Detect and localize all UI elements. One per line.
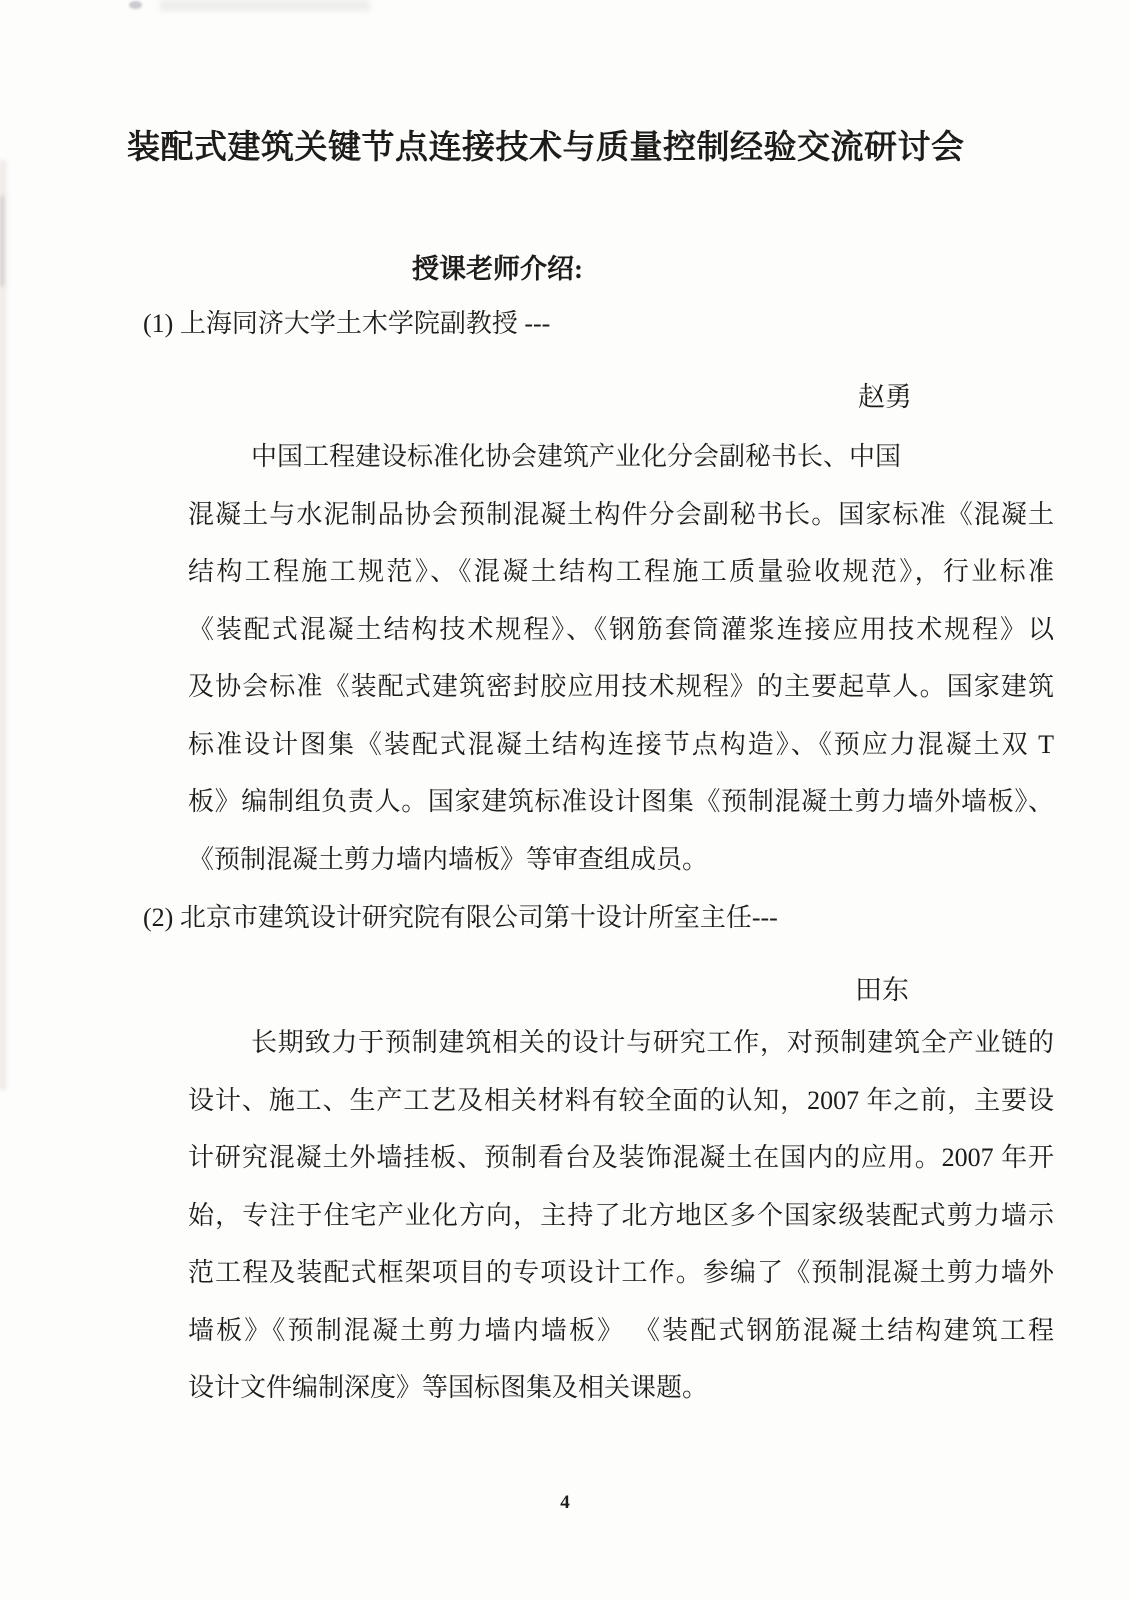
bio-line: 墙板》《预制混凝土剪力墙内墙板》 《装配式钢筋混凝土结构建筑工程	[188, 1315, 1054, 1345]
bio-line: 结构工程施工规范》、《混凝土结构工程施工质量验收规范》，行业标准	[188, 557, 1054, 586]
teacher-2-name: 田东	[855, 975, 909, 1005]
bio-line: 《装配式混凝土结构技术规程》、《钢筋套筒灌浆连接应用技术规程》以	[188, 614, 1054, 644]
scan-smudge-top	[160, 0, 370, 11]
document-title: 装配式建筑关键节点连接技术与质量控制经验交流研讨会	[127, 130, 965, 166]
bio-line: 始，专注于住宅产业化方向，主持了北方地区多个国家级装配式剪力墙示	[188, 1200, 1054, 1230]
bio-line: 设计文件编制深度》等国标图集及相关课题。	[188, 1373, 709, 1402]
page-number: 4	[560, 1492, 570, 1513]
bio-line: 范工程及装配式框架项目的专项设计工作。参编了《预制混凝土剪力墙外	[188, 1258, 1054, 1287]
bio-line: 混凝土与水泥制品协会预制混凝土构件分会副秘书长。国家标准《混凝土	[188, 499, 1054, 529]
scan-streak-left-edge	[0, 160, 9, 1090]
teacher-1-heading: (1) 上海同济大学土木学院副教授 ---	[143, 309, 551, 338]
teacher-2-heading: (2) 北京市建筑设计研究院有限公司第十设计所室主任---	[143, 903, 778, 932]
bio-line: 及协会标准《装配式建筑密封胶应用技术规程》的主要起草人。国家建筑	[188, 672, 1054, 701]
teacher-1-bio	[188, 428, 1054, 888]
bio-line: 标准设计图集《装配式混凝土结构连接节点构造》、《预应力混凝土双 T	[188, 729, 1054, 759]
bio-line: 中国工程建设标准化协会建筑产业化分会副秘书长、中国	[251, 442, 902, 471]
bio-line: 《预制混凝土剪力墙内墙板》等审查组成员。	[188, 844, 709, 874]
bio-line: 板》编制组负责人。国家建筑标准设计图集《预制混凝土剪力墙外墙板》、	[188, 787, 1054, 816]
scan-streak-left-edge-dark	[0, 196, 4, 286]
scan-dot-top-left	[129, 1, 142, 9]
bio-line: 设计、施工、生产工艺及相关材料有较全面的认知，2007 年之前，主要设	[188, 1085, 1054, 1115]
bio-line: 计研究混凝土外墙挂板、预制看台及装饰混凝土在国内的应用。2007 年开	[188, 1143, 1054, 1172]
teacher-1-name: 赵勇	[858, 382, 912, 412]
section-subtitle: 授课老师介绍:	[412, 254, 583, 284]
bio-line: 长期致力于预制建筑相关的设计与研究工作，对预制建筑全产业链的	[251, 1028, 1054, 1057]
teacher-2-bio	[188, 1014, 1054, 1417]
